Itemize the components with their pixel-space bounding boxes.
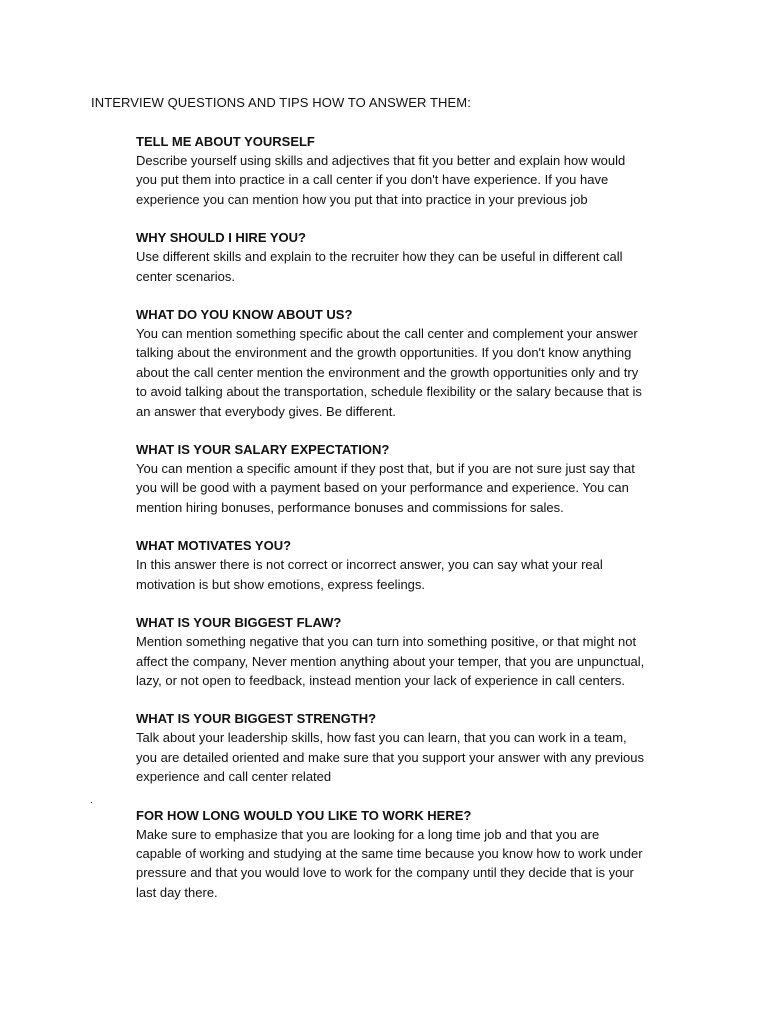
answer-line: Make sure to emphasize that you are looking for a long time job and that you are [136, 826, 600, 842]
question-heading: FOR HOW LONG WOULD YOU LIKE TO WORK HERE? [136, 807, 472, 823]
answer-line: Mention something negative that you can turn into something positive, or that might not [136, 634, 637, 650]
answer-line: last day there. [136, 884, 218, 900]
answer-tip [136, 555, 696, 594]
qa-section [136, 536, 696, 594]
answer-line: an answer that everybody gives. Be different. [136, 403, 396, 419]
answer-line: You can mention something specific about the call center and complement your answer [136, 326, 638, 342]
answer-line: You can mention a specific amount if they post that, but if you are not sure just say that [136, 461, 635, 477]
question-heading: WHY SHOULD I HIRE YOU? [136, 230, 306, 246]
question-heading: WHAT IS YOUR BIGGEST FLAW? [136, 615, 342, 631]
answer-tip [136, 825, 696, 903]
question-heading: WHAT IS YOUR BIGGEST STRENGTH? [136, 711, 377, 727]
answer-line: Describe yourself using skills and adjectives that fit you better and explain how would [136, 153, 626, 168]
qa-section [136, 613, 696, 690]
answer-tip [136, 632, 696, 690]
stray-mark: . [90, 795, 93, 806]
answer-line: pressure and that you would love to work for the company until they decide that is your [136, 865, 634, 881]
answer-tip [136, 247, 696, 286]
answer-tip [136, 459, 696, 517]
qa-section [136, 305, 696, 421]
answer-line: Talk about your leadership skills, how fast you can learn, that you can work in a team, [136, 730, 627, 746]
answer-line: center scenarios. [136, 268, 235, 284]
answer-line: experience you can mention how you put that into practice in your previous job [136, 191, 588, 207]
answer-tip [136, 728, 696, 786]
answer-line: capable of working and studying at the same time because you know how to work under [136, 845, 643, 861]
qa-section [136, 709, 696, 786]
answer-line: you will be good with a payment based on your performance and experience. You can [136, 480, 629, 496]
answer-line: you are detailed oriented and make sure that you support your answer with any previous [136, 749, 645, 765]
answer-line: mention hiring bonuses, performance bonuses and commissions for sales. [136, 499, 564, 515]
qa-sections [136, 132, 696, 921]
qa-section [136, 440, 696, 517]
answer-line: Use different skills and explain to the recruiter how they can be useful in different call [136, 249, 623, 265]
question-heading: TELL ME ABOUT YOURSELF [136, 134, 315, 149]
answer-line: lazy, or not open to feedback, instead mention your lack of experience in call centers. [136, 672, 625, 688]
answer-line: In this answer there is not correct or incorrect answer, you can say what your real [136, 557, 603, 573]
qa-section [136, 806, 696, 903]
answer-line: to avoid talking about the transportation, schedule flexibility or the salary because that is [136, 384, 642, 400]
qa-section [136, 132, 696, 209]
answer-line: talking about the environment and the growth opportunities. If you don't know anything [136, 345, 632, 361]
answer-line: affect the company, Never mention anything about your temper, that you are unpunctual, [136, 653, 645, 669]
question-heading: WHAT MOTIVATES YOU? [136, 538, 292, 554]
answer-line: experience and call center related [136, 769, 332, 785]
answer-line: you put them into practice in a call center if you don't have experience. If you have [136, 172, 609, 188]
document-title: INTERVIEW QUESTIONS AND TIPS HOW TO ANSWER THEM: [91, 95, 471, 110]
answer-line: motivation is but show emotions, express feelings. [136, 576, 426, 592]
question-heading: WHAT DO YOU KNOW ABOUT US? [136, 307, 353, 323]
answer-tip [136, 324, 696, 421]
question-heading: WHAT IS YOUR SALARY EXPECTATION? [136, 442, 390, 458]
answer-line: about the call center mention the environment and the growth opportunities only and try [136, 364, 639, 380]
answer-tip [136, 151, 696, 209]
qa-section [136, 228, 696, 286]
